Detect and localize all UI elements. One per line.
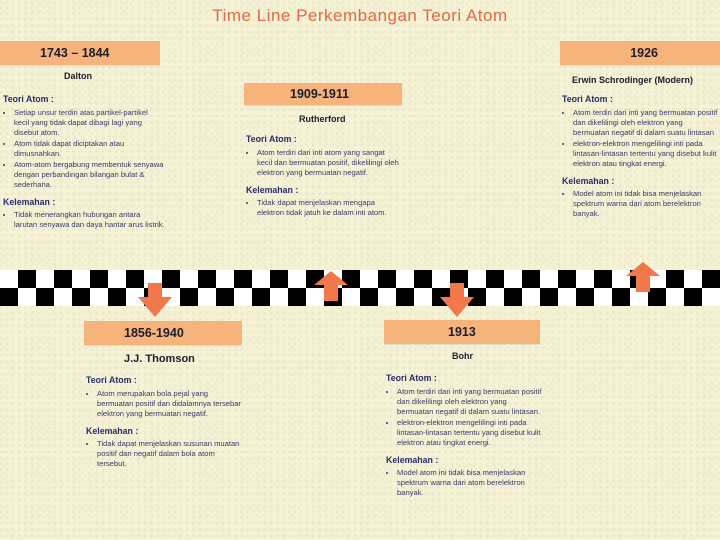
- arrow-up-icon: [626, 262, 660, 292]
- period-bar-1926: [560, 41, 720, 65]
- scientist-bohr: Bohr: [452, 351, 473, 361]
- weakness-heading: Kelemahan :: [246, 184, 299, 195]
- dalton-content: [3, 94, 165, 237]
- theory-item: • Atom merupakan bola pejal yang bermuatan positif dan didalamnya tersebar elektron yang bermuatan negatif.: [97, 389, 242, 419]
- period-label: 1926: [630, 46, 658, 60]
- thomson-content: [86, 375, 242, 476]
- page-title: Time Line Perkembangan Teori Atom: [212, 6, 508, 25]
- period-label: 1913: [448, 325, 476, 339]
- theory-heading: Teori Atom :: [86, 375, 137, 385]
- arrow-down-icon: [440, 283, 474, 317]
- theory-item: • Setiap unsur terdiri atas partikel-partikel kecil yang tidak dapat dibagi lagi yang disebut atom.: [14, 108, 165, 138]
- theory-heading: Teori Atom :: [386, 373, 437, 383]
- period-bar-1856-1940: [84, 321, 242, 345]
- theory-item: • Atom terdiri dari inti atom yang sangat kecil dan bermuatan positif, dikelilingi oleh elektron yang bermuatan negatif.: [257, 148, 402, 178]
- theory-item: • Atom-atom bergabung membentuk senyawa dengan perbandingan bilangan bulat & sederhana.: [14, 160, 165, 190]
- weakness-item: • Model atom ini tidak bisa menjelaskan spektrum warna dari atom berelektron banyak.: [573, 189, 718, 219]
- period-bar-1909-1911: [244, 83, 402, 105]
- theory-item: • elektron-elektron mengelilingi inti pada lintasan-lintasan tertentu yang disebut kulit elektron atau tingkat energi.: [573, 139, 718, 169]
- weakness-heading: Kelemahan :: [3, 196, 56, 207]
- weakness-heading: Kelemahan :: [386, 454, 439, 465]
- arrow-down-icon: [138, 283, 172, 317]
- weakness-heading: Kelemahan :: [562, 175, 615, 186]
- theory-item: • Atom terdiri dari inti yang bermuatan positif dan dikelilingi oleh elektron yang bermuatan negatif di dalam suatu lintasan.: [397, 387, 542, 417]
- schrodinger-content: [562, 94, 718, 226]
- scientist-rutherford: Rutherford: [299, 114, 346, 124]
- scientist-thomson: J.J. Thomson: [124, 353, 195, 365]
- period-label: 1856-1940: [124, 326, 184, 340]
- theory-item: • elektron-elektron mengelilingi inti pada lintasan-lintasan tertentu yang disebut kulit elektron atau tingkat energi.: [397, 418, 542, 448]
- timeline-track: [0, 270, 720, 306]
- weakness-item: • Tidak menerangkan hubungan antara larutan senyawa dan daya hantar arus listrik.: [14, 210, 165, 230]
- period-bar-1913: [384, 320, 540, 344]
- period-label: 1743 – 1844: [40, 46, 110, 60]
- period-bar-1743-1844: [0, 41, 160, 65]
- theory-item: • Atom terdiri dari inti yang bermuatan positif dan dikelilingi oleh elektron yang bermuatan negatif di dalam suatu lintasan: [573, 108, 718, 138]
- theory-item: • Atom tidak dapat diciptakan atau dimusnahkan.: [14, 139, 165, 159]
- weakness-item: • Tidak dapat menjelaskan susunan muatan positif dan negatif dalam bola atom tersebut.: [97, 439, 242, 469]
- scientist-schrodinger: Erwin Schrodinger (Modern): [572, 75, 694, 85]
- scientist-dalton: Dalton: [64, 71, 92, 81]
- theory-heading: Teori Atom :: [246, 134, 297, 144]
- rutherford-content: [246, 134, 402, 225]
- theory-heading: Teori Atom :: [3, 94, 54, 104]
- theory-heading: Teori Atom :: [562, 94, 613, 104]
- arrow-up-icon: [314, 271, 348, 301]
- bohr-content: [386, 373, 542, 505]
- weakness-item: • Model atom ini tidak bisa menjelaskan spektrum warna dari atom berelektron banyak.: [397, 468, 542, 498]
- weakness-heading: Kelemahan :: [86, 425, 139, 436]
- weakness-item: • Tidak dapat menjelaskan mengapa elektron tidak jatuh ke dalam inti atom.: [257, 198, 402, 218]
- period-label: 1909-1911: [290, 87, 350, 101]
